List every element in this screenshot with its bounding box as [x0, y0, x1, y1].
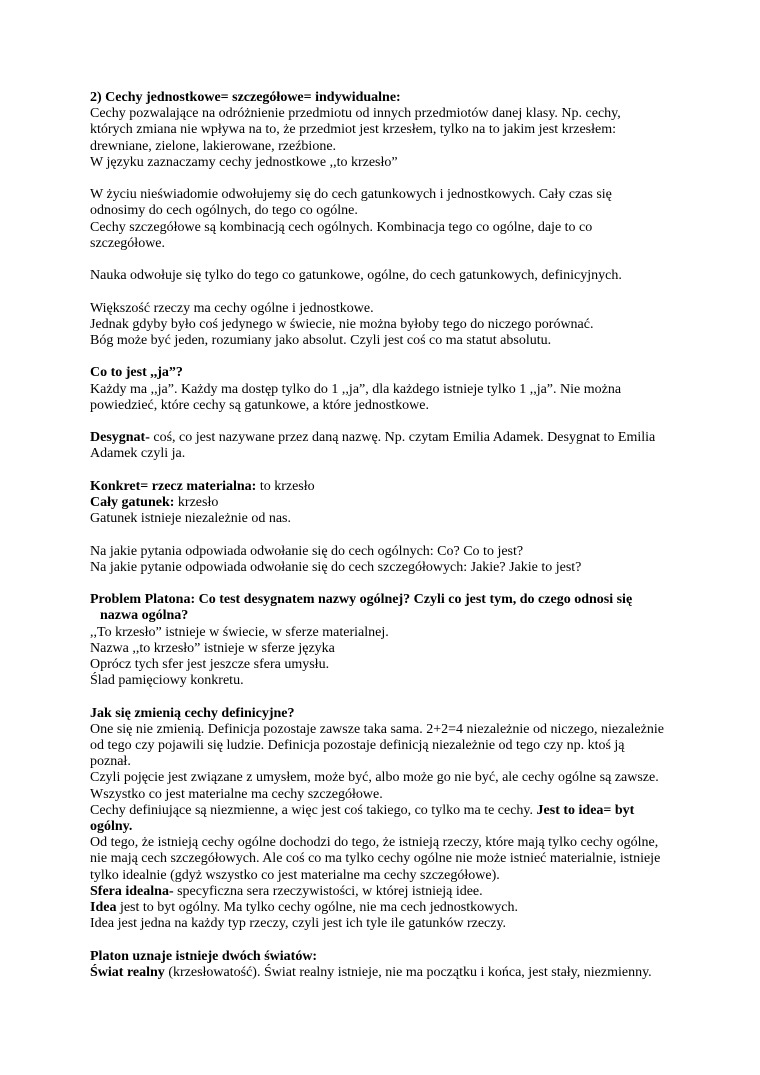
document-body [90, 90, 670, 981]
paragraph-gap [90, 414, 670, 430]
paragraph-gap [90, 349, 670, 365]
text-line: Cechy definiujące są niezmienne, a więc jest coś takiego, co tylko ma te cechy. Jest to idea= byt [90, 802, 635, 818]
text-line: Czyli pojęcie jest związane z umysłem, może być, albo może go nie być, ale cechy ogólne są zawsze. [90, 770, 659, 786]
section-heading: Platon uznaje istnieje dwóch światów: [90, 948, 318, 964]
text-line: tylko idealnie (gdyż wszystko co jest materialne ma cechy szczegółowe). [90, 867, 500, 883]
text-line: Oprócz tych sfer jest jeszcze sfera umysłu. [90, 656, 330, 672]
definition-line: Świat realny (krzesłowatość). Świat realny istnieje, nie ma początku i końca, jest stały, niezmienny. [90, 964, 652, 980]
text-line: Cechy pozwalające na odróżnienie przedmiotu od innych przedmiotów danej klasy. Np. cechy, [90, 106, 621, 122]
definition-line: Desygnat- coś, co jest nazywane przez daną nazwę. Np. czytam Emilia Adamek. Desygnat to Emilia [90, 430, 656, 446]
section-heading: nazwa ogólna? [100, 608, 189, 624]
text-line: Nauka odwołuje się tylko do tego co gatunkowe, ogólne, do cech gatunkowych, definicyjnych. [90, 268, 622, 284]
text-line: których zmiana nie wpływa na to, że przedmiot jest krzesłem, tylko na to jakim jest krzesłem: [90, 122, 617, 138]
definition-line: Idea jest to byt ogólny. Ma tylko cechy ogólne, nie ma cech jednostkowych. [90, 900, 518, 916]
text-line: Nazwa ,,to krzesło” istnieje w sferze języka [90, 640, 335, 656]
text-line: Ślad pamięciowy konkretu. [90, 673, 244, 689]
text-line: Większość rzeczy ma cechy ogólne i jednostkowe. [90, 300, 374, 316]
text-line: Na jakie pytania odpowiada odwołanie się do cech ogólnych: Co? Co to jest? [90, 543, 524, 559]
paragraph-gap [90, 689, 670, 705]
text-line: Gatunek istnieje niezależnie od nas. [90, 511, 291, 527]
text-line: Cechy szczegółowe są kombinacją cech ogólnych. Kombinacja tego co ogólne, daje to co [90, 219, 593, 235]
text-line: Na jakie pytanie odpowiada odwołanie się do cech szczegółowych: Jakie? Jakie to jest? [90, 559, 582, 575]
text-line: drewniane, zielone, lakierowane, rzeźbione. [90, 138, 337, 154]
emphasis-text: Jest to idea= byt [533, 802, 635, 818]
paragraph-gap [90, 527, 670, 543]
definition-term: Konkret= rzecz materialna: [90, 478, 257, 494]
definition-line: Konkret= rzecz materialna: to krzesło [90, 478, 315, 494]
definition-term: Idea [90, 900, 117, 916]
text-line: Każdy ma ,,ja”. Każdy ma dostęp tylko do 1 ,,ja”, dla każdego istnieje tylko 1 ,,ja”. Nie można [90, 381, 622, 397]
definition-term: Sfera idealna- [90, 883, 174, 899]
emphasis-text: ogólny. [90, 819, 133, 834]
paragraph-gap [90, 252, 670, 268]
text-line: poznał. [90, 754, 131, 770]
section-heading: Problem Platona: Co test desygnatem nazwy ogólnej? Czyli co jest tym, do czego odnosi się [90, 592, 633, 608]
section-heading: 2) Cechy jednostkowe= szczegółowe= indywidualne: [90, 90, 401, 105]
paragraph-gap [90, 284, 670, 300]
definition-term: Świat realny [90, 964, 165, 980]
text-line: Od tego, że istnieją cechy ogólne dochodzi do tego, że istnieją rzeczy, które mają tylko cechy ogólne, [90, 835, 659, 851]
section-heading: Co to jest ,,ja”? [90, 365, 183, 381]
paragraph-gap [90, 576, 670, 592]
paragraph-gap [90, 932, 670, 948]
text-line: nie mają cech szczegółowych. Ale coś co ma tylko cechy ogólne nie może istnieć materialnie, istnieje [90, 851, 661, 867]
text-line: Wszystko co jest materialne ma cechy szczegółowe. [90, 786, 383, 802]
text-line: Bóg może być jeden, rozumiany jako absolut. Czyli jest coś co ma statut absolutu. [90, 333, 552, 348]
definition-term: Desygnat- [90, 430, 150, 446]
text-line: od tego czy pojawili się ludzie. Definicja pozostaje definicją niezależnie od tego czy np. ktoś ją [90, 737, 625, 753]
text-line [90, 819, 670, 835]
definition-line: Cały gatunek: krzesło [90, 494, 219, 510]
text-line: W języku zaznaczamy cechy jednostkowe ,,to krzesło” [90, 154, 398, 170]
paragraph-gap [90, 171, 670, 187]
paragraph-gap [90, 463, 670, 479]
text-line: ,,To krzesło” istnieje w świecie, w sferze materialnej. [90, 624, 389, 640]
text-line: W życiu nieświadomie odwołujemy się do cech gatunkowych i jednostkowych. Cały czas się [90, 187, 612, 203]
section-heading: Jak się zmienią cechy definicyjne? [90, 705, 295, 721]
text-line: odnosimy do cech ogólnych, do tego co ogólne. [90, 203, 358, 219]
definition-term: Cały gatunek: [90, 494, 175, 510]
text-line: One się nie zmienią. Definicja pozostaje zawsze taka sama. 2+2=4 niezależnie od niczego, niezależnie [90, 721, 664, 737]
text-line: Adamek czyli ja. [90, 446, 186, 462]
text-line: powiedzieć, które cechy są gatunkowe, a które jednostkowe. [90, 397, 429, 413]
text-line: Idea jest jedna na każdy typ rzeczy, czyli jest ich tyle ile gatunków rzeczy. [90, 916, 507, 932]
text-line: Jednak gdyby było coś jedynego w świecie, nie można byłoby tego do niczego porównać. [90, 316, 594, 332]
definition-line: Sfera idealna- specyficzna sera rzeczywistości, w której istnieją idee. [90, 883, 483, 899]
text-line: szczegółowe. [90, 235, 166, 251]
